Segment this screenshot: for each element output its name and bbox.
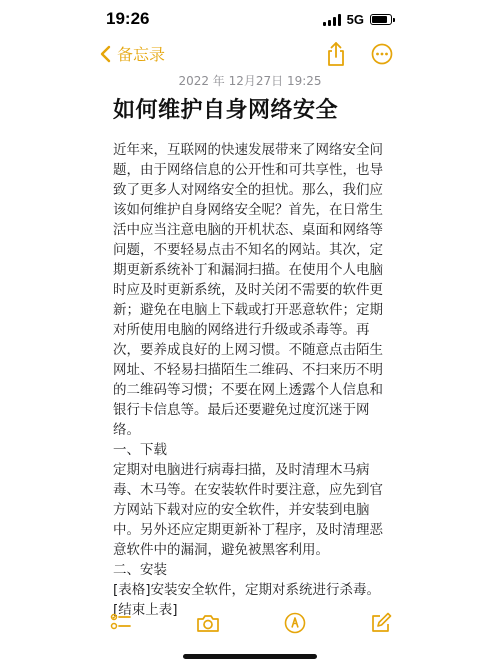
note-paragraph: [表格]安装安全软件，定期对系统进行杀毒。[结束上表] [113, 582, 381, 618]
home-indicator[interactable] [183, 654, 317, 659]
battery-level [372, 16, 387, 23]
markup-pen-icon [284, 612, 306, 634]
battery-icon [370, 14, 392, 25]
compose-icon [370, 612, 392, 634]
network-type: 5G [346, 12, 364, 27]
note-title[interactable]: 如何维护自身网络安全 [113, 98, 339, 123]
status-bar [0, 0, 500, 36]
note-body[interactable] [113, 140, 395, 620]
bottom-toolbar [0, 612, 500, 638]
back-button[interactable] [100, 42, 165, 65]
ellipsis-circle-icon [371, 43, 393, 65]
checklist-button[interactable] [110, 612, 132, 634]
status-time: 19:26 [106, 9, 150, 28]
nav-bar [0, 38, 500, 72]
share-icon [325, 41, 347, 67]
note-heading-install: 二、安装 [113, 562, 167, 578]
chevron-left-icon [100, 45, 111, 63]
note-paragraph: 近年来，互联网的快速发展带来了网络安全问题，由于网络信息的公开性和可共享性，也导致了更多人对网络安全的担忧。那么，我们应该如何维护自身网络安全呢？首先，在日常生活中应当注意电脑的开机状态、桌面和网络等问题，不要轻易点击不知名的网站。其次，定期更新系统补丁和漏洞扫描。在使用个人电脑时应及时更新系统，及时关闭不需要的软件更新；避免在电脑上下载或打开恶意软件；定期对所使用电脑的网络进行升级或杀毒等。再次，要养成良好的上网习惯。不随意点击陌生网址、不轻易扫描陌生二维码、不扫来历不明的二维码等习惯；不要在网上透露个人信息和银行卡信息等。最后还要避免过度沉迷于网络。 [113, 142, 383, 438]
camera-icon [196, 612, 220, 634]
back-label: 备忘录 [117, 45, 166, 64]
compose-button[interactable] [370, 612, 392, 634]
status-indicators [323, 12, 392, 27]
markup-button[interactable] [284, 612, 306, 634]
more-button[interactable] [371, 43, 393, 69]
share-button[interactable] [325, 41, 347, 71]
note-heading-download: 一、下载 [113, 442, 167, 458]
camera-button[interactable] [196, 612, 220, 634]
checklist-icon [110, 612, 132, 634]
note-date: 2022 年 12月27日 19:25 [178, 74, 322, 88]
note-paragraph: 定期对电脑进行病毒扫描，及时清理木马病毒、木马等。在安装软件时要注意，应先到官方网站下载对应的安全软件，并安装到电脑中。另外还应定期更新补丁程序，及时清理恶意软件中的漏洞，避免被黑客利用。 [113, 462, 383, 558]
cellular-signal-icon [323, 14, 341, 26]
